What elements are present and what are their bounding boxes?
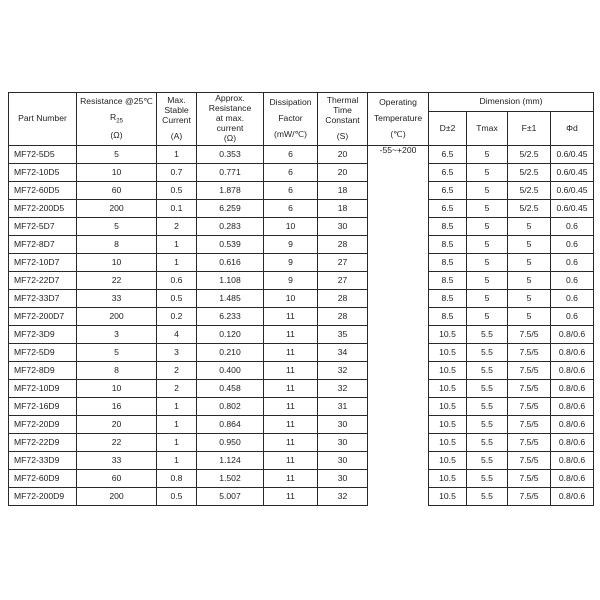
cell-approx-resistance: 0.458	[197, 380, 264, 398]
cell-resistance: 200	[77, 488, 157, 506]
cell-thermal-time-constant: 28	[318, 236, 368, 254]
header-dissipation-factor: Dissipation Factor (mW/℃)	[264, 93, 318, 146]
cell-dim-tmax: 5.5	[467, 416, 508, 434]
cell-dim-phid: 0.6/0.45	[551, 164, 594, 182]
cell-dim-f: 7.5/5	[508, 470, 551, 488]
cell-dissipation-factor: 11	[264, 434, 318, 452]
cell-operating-temperature	[368, 290, 429, 308]
cell-dissipation-factor: 11	[264, 308, 318, 326]
header-part-number: Part Number	[9, 93, 77, 146]
cell-dim-phid: 0.8/0.6	[551, 380, 594, 398]
cell-dim-tmax: 5	[467, 236, 508, 254]
cell-dim-d: 6.5	[429, 200, 467, 218]
table-row	[9, 236, 594, 254]
cell-operating-temperature	[368, 218, 429, 236]
cell-resistance: 20	[77, 416, 157, 434]
cell-dim-tmax: 5.5	[467, 434, 508, 452]
table-row	[9, 254, 594, 272]
header-dim-tmax: Tmax	[467, 112, 508, 146]
cell-dim-f: 7.5/5	[508, 362, 551, 380]
cell-part-number: MF72-10D7	[9, 254, 77, 272]
cell-thermal-time-constant: 20	[318, 146, 368, 164]
cell-thermal-time-constant: 30	[318, 452, 368, 470]
cell-dim-f: 5	[508, 218, 551, 236]
table-row	[9, 398, 594, 416]
cell-dim-tmax: 5.5	[467, 326, 508, 344]
header-resistance: Resistance @25℃ $R_{25}$ (Ω)	[77, 93, 157, 146]
cell-resistance: 5	[77, 146, 157, 164]
cell-dissipation-factor: 11	[264, 344, 318, 362]
table-row	[9, 182, 594, 200]
table-row	[9, 434, 594, 452]
cell-dim-f: 5	[508, 254, 551, 272]
cell-max-current: 4	[157, 326, 197, 344]
cell-dim-f: 5/2.5	[508, 200, 551, 218]
cell-part-number: MF72-8D7	[9, 236, 77, 254]
cell-dissipation-factor: 11	[264, 398, 318, 416]
cell-operating-temperature	[368, 308, 429, 326]
cell-approx-resistance: 0.283	[197, 218, 264, 236]
cell-dim-phid: 0.6/0.45	[551, 146, 594, 164]
cell-dim-phid: 0.6	[551, 272, 594, 290]
cell-approx-resistance: 0.120	[197, 326, 264, 344]
cell-dim-tmax: 5	[467, 146, 508, 164]
cell-dim-phid: 0.6/0.45	[551, 182, 594, 200]
cell-part-number: MF72-20D9	[9, 416, 77, 434]
cell-dim-phid: 0.8/0.6	[551, 416, 594, 434]
cell-approx-resistance: 0.539	[197, 236, 264, 254]
cell-approx-resistance: 0.210	[197, 344, 264, 362]
cell-approx-resistance: 0.802	[197, 398, 264, 416]
table-row	[9, 488, 594, 506]
cell-part-number: MF72-22D9	[9, 434, 77, 452]
cell-operating-temperature	[368, 452, 429, 470]
cell-dim-phid: 0.8/0.6	[551, 434, 594, 452]
cell-dim-phid: 0.8/0.6	[551, 362, 594, 380]
cell-approx-resistance: 0.616	[197, 254, 264, 272]
cell-dim-f: 7.5/5	[508, 416, 551, 434]
cell-dissipation-factor: 6	[264, 200, 318, 218]
cell-approx-resistance: 1.124	[197, 452, 264, 470]
table-row	[9, 164, 594, 182]
cell-dim-tmax: 5.5	[467, 344, 508, 362]
cell-dim-tmax: 5.5	[467, 380, 508, 398]
cell-max-current: 0.5	[157, 182, 197, 200]
cell-dissipation-factor: 9	[264, 254, 318, 272]
cell-dim-phid: 0.8/0.6	[551, 398, 594, 416]
cell-dim-phid: 0.6	[551, 236, 594, 254]
cell-dim-f: 7.5/5	[508, 344, 551, 362]
cell-approx-resistance: 6.259	[197, 200, 264, 218]
cell-dissipation-factor: 9	[264, 236, 318, 254]
cell-max-current: 0.6	[157, 272, 197, 290]
cell-dim-d: 8.5	[429, 290, 467, 308]
cell-dim-f: 7.5/5	[508, 434, 551, 452]
table-row	[9, 452, 594, 470]
header-dim-phid: Φd	[551, 112, 594, 146]
cell-thermal-time-constant: 31	[318, 398, 368, 416]
table-row	[9, 344, 594, 362]
cell-part-number: MF72-5D7	[9, 218, 77, 236]
cell-resistance: 16	[77, 398, 157, 416]
cell-max-current: 0.8	[157, 470, 197, 488]
cell-part-number: MF72-10D9	[9, 380, 77, 398]
cell-thermal-time-constant: 27	[318, 272, 368, 290]
cell-dissipation-factor: 11	[264, 416, 318, 434]
table-row	[9, 218, 594, 236]
table-row	[9, 416, 594, 434]
cell-approx-resistance: 0.864	[197, 416, 264, 434]
header-dim-d: D±2	[429, 112, 467, 146]
cell-dim-f: 5	[508, 290, 551, 308]
cell-approx-resistance: 0.771	[197, 164, 264, 182]
cell-dim-tmax: 5	[467, 164, 508, 182]
cell-resistance: 22	[77, 434, 157, 452]
cell-dim-tmax: 5	[467, 200, 508, 218]
cell-part-number: MF72-22D7	[9, 272, 77, 290]
cell-approx-resistance: 0.950	[197, 434, 264, 452]
header-thermal-time-constant: Thermal Time Constant (S)	[318, 93, 368, 146]
cell-dim-phid: 0.8/0.6	[551, 452, 594, 470]
cell-dim-phid: 0.8/0.6	[551, 470, 594, 488]
cell-approx-resistance: 1.878	[197, 182, 264, 200]
cell-thermal-time-constant: 30	[318, 470, 368, 488]
cell-operating-temperature	[368, 326, 429, 344]
cell-thermal-time-constant: 18	[318, 182, 368, 200]
cell-max-current: 3	[157, 344, 197, 362]
cell-dim-f: 5	[508, 308, 551, 326]
cell-dissipation-factor: 6	[264, 146, 318, 164]
cell-thermal-time-constant: 32	[318, 380, 368, 398]
cell-max-current: 1	[157, 452, 197, 470]
cell-dim-tmax: 5	[467, 308, 508, 326]
cell-max-current: 1	[157, 416, 197, 434]
cell-dim-phid: 0.6	[551, 308, 594, 326]
cell-dim-tmax: 5	[467, 290, 508, 308]
cell-dissipation-factor: 6	[264, 164, 318, 182]
cell-dissipation-factor: 11	[264, 380, 318, 398]
cell-thermal-time-constant: 30	[318, 218, 368, 236]
cell-thermal-time-constant: 32	[318, 362, 368, 380]
table-row	[9, 290, 594, 308]
cell-dissipation-factor: 11	[264, 470, 318, 488]
table-row	[9, 326, 594, 344]
cell-dim-tmax: 5.5	[467, 488, 508, 506]
cell-approx-resistance: 0.400	[197, 362, 264, 380]
cell-part-number: MF72-33D9	[9, 452, 77, 470]
cell-dim-tmax: 5.5	[467, 362, 508, 380]
cell-dim-tmax: 5	[467, 182, 508, 200]
cell-part-number: MF72-60D9	[9, 470, 77, 488]
cell-dim-f: 5/2.5	[508, 164, 551, 182]
cell-dim-d: 8.5	[429, 254, 467, 272]
cell-operating-temperature: -55~+200	[368, 146, 429, 164]
header-dim-f: F±1	[508, 112, 551, 146]
cell-dissipation-factor: 11	[264, 362, 318, 380]
cell-thermal-time-constant: 20	[318, 164, 368, 182]
table-row	[9, 362, 594, 380]
cell-dim-d: 10.5	[429, 434, 467, 452]
cell-thermal-time-constant: 34	[318, 344, 368, 362]
cell-resistance: 8	[77, 362, 157, 380]
cell-dim-d: 10.5	[429, 362, 467, 380]
cell-resistance: 33	[77, 452, 157, 470]
cell-dim-phid: 0.8/0.6	[551, 344, 594, 362]
cell-dim-d: 10.5	[429, 398, 467, 416]
cell-dim-phid: 0.6	[551, 254, 594, 272]
cell-operating-temperature	[368, 470, 429, 488]
cell-dim-d: 6.5	[429, 182, 467, 200]
cell-thermal-time-constant: 30	[318, 416, 368, 434]
cell-operating-temperature	[368, 344, 429, 362]
cell-dim-tmax: 5	[467, 272, 508, 290]
cell-dim-tmax: 5.5	[467, 398, 508, 416]
cell-resistance: 3	[77, 326, 157, 344]
cell-thermal-time-constant: 35	[318, 326, 368, 344]
cell-max-current: 2	[157, 380, 197, 398]
cell-dim-phid: 0.8/0.6	[551, 488, 594, 506]
cell-dim-f: 5/2.5	[508, 182, 551, 200]
table-row	[9, 272, 594, 290]
cell-dim-d: 8.5	[429, 308, 467, 326]
cell-part-number: MF72-3D9	[9, 326, 77, 344]
cell-dim-d: 8.5	[429, 272, 467, 290]
cell-dim-d: 10.5	[429, 380, 467, 398]
cell-dim-f: 5	[508, 272, 551, 290]
cell-dim-phid: 0.6	[551, 290, 594, 308]
cell-dim-tmax: 5	[467, 218, 508, 236]
cell-dim-phid: 0.6	[551, 218, 594, 236]
table-row	[9, 470, 594, 488]
header-approx-resistance: Approx. Resistance at max. current (Ω)	[197, 93, 264, 146]
cell-dissipation-factor: 10	[264, 290, 318, 308]
cell-max-current: 1	[157, 398, 197, 416]
cell-resistance: 60	[77, 182, 157, 200]
header-operating-temperature: Operating Temperature (℃)	[368, 93, 429, 146]
cell-part-number: MF72-200D5	[9, 200, 77, 218]
cell-max-current: 2	[157, 218, 197, 236]
cell-part-number: MF72-8D9	[9, 362, 77, 380]
cell-dim-tmax: 5	[467, 254, 508, 272]
cell-max-current: 0.1	[157, 200, 197, 218]
cell-dim-tmax: 5.5	[467, 452, 508, 470]
cell-dim-phid: 0.8/0.6	[551, 326, 594, 344]
cell-resistance: 8	[77, 236, 157, 254]
cell-operating-temperature	[368, 434, 429, 452]
cell-resistance: 200	[77, 308, 157, 326]
table-row	[9, 380, 594, 398]
cell-resistance: 5	[77, 344, 157, 362]
cell-dim-d: 10.5	[429, 470, 467, 488]
cell-approx-resistance: 1.108	[197, 272, 264, 290]
table-row	[9, 200, 594, 218]
cell-operating-temperature	[368, 380, 429, 398]
cell-operating-temperature	[368, 164, 429, 182]
cell-part-number: MF72-10D5	[9, 164, 77, 182]
cell-max-current: 1	[157, 146, 197, 164]
cell-dim-d: 10.5	[429, 416, 467, 434]
table-row	[9, 146, 594, 164]
cell-dissipation-factor: 9	[264, 272, 318, 290]
cell-thermal-time-constant: 32	[318, 488, 368, 506]
cell-approx-resistance: 5.007	[197, 488, 264, 506]
cell-approx-resistance: 0.353	[197, 146, 264, 164]
cell-dim-f: 7.5/5	[508, 326, 551, 344]
cell-thermal-time-constant: 28	[318, 308, 368, 326]
cell-dissipation-factor: 10	[264, 218, 318, 236]
cell-dim-f: 5	[508, 236, 551, 254]
cell-operating-temperature	[368, 272, 429, 290]
cell-resistance: 200	[77, 200, 157, 218]
cell-dim-f: 7.5/5	[508, 380, 551, 398]
cell-part-number: MF72-33D7	[9, 290, 77, 308]
cell-operating-temperature	[368, 182, 429, 200]
cell-dim-f: 7.5/5	[508, 398, 551, 416]
cell-thermal-time-constant: 28	[318, 290, 368, 308]
cell-operating-temperature	[368, 254, 429, 272]
header-max-current: Max. Stable Current (A)	[157, 93, 197, 146]
cell-resistance: 10	[77, 254, 157, 272]
cell-dim-d: 10.5	[429, 326, 467, 344]
cell-max-current: 1	[157, 254, 197, 272]
cell-dim-f: 5/2.5	[508, 146, 551, 164]
cell-max-current: 0.5	[157, 290, 197, 308]
cell-dim-d: 8.5	[429, 236, 467, 254]
table-body	[9, 146, 594, 506]
cell-dim-d: 6.5	[429, 164, 467, 182]
cell-part-number: MF72-200D7	[9, 308, 77, 326]
cell-dim-d: 10.5	[429, 452, 467, 470]
cell-max-current: 0.2	[157, 308, 197, 326]
cell-operating-temperature	[368, 362, 429, 380]
cell-dim-d: 10.5	[429, 344, 467, 362]
cell-part-number: MF72-5D9	[9, 344, 77, 362]
cell-resistance: 10	[77, 380, 157, 398]
cell-part-number: MF72-5D5	[9, 146, 77, 164]
cell-max-current: 1	[157, 236, 197, 254]
cell-approx-resistance: 6.233	[197, 308, 264, 326]
cell-part-number: MF72-200D9	[9, 488, 77, 506]
cell-dim-d: 8.5	[429, 218, 467, 236]
cell-thermal-time-constant: 18	[318, 200, 368, 218]
table-row	[9, 308, 594, 326]
thermistor-spec-table	[8, 92, 594, 506]
cell-dim-d: 10.5	[429, 488, 467, 506]
cell-dim-d: 6.5	[429, 146, 467, 164]
cell-resistance: 60	[77, 470, 157, 488]
cell-resistance: 33	[77, 290, 157, 308]
cell-operating-temperature	[368, 488, 429, 506]
cell-max-current: 2	[157, 362, 197, 380]
cell-max-current: 0.5	[157, 488, 197, 506]
cell-approx-resistance: 1.502	[197, 470, 264, 488]
cell-max-current: 0.7	[157, 164, 197, 182]
cell-dim-f: 7.5/5	[508, 452, 551, 470]
cell-resistance: 10	[77, 164, 157, 182]
cell-max-current: 1	[157, 434, 197, 452]
cell-part-number: MF72-60D5	[9, 182, 77, 200]
cell-dissipation-factor: 11	[264, 452, 318, 470]
cell-dim-phid: 0.6/0.45	[551, 200, 594, 218]
cell-dim-tmax: 5.5	[467, 470, 508, 488]
cell-part-number: MF72-16D9	[9, 398, 77, 416]
cell-dissipation-factor: 11	[264, 488, 318, 506]
header-dimension: Dimension (mm)	[429, 93, 594, 112]
cell-dissipation-factor: 11	[264, 326, 318, 344]
cell-resistance: 5	[77, 218, 157, 236]
cell-operating-temperature	[368, 416, 429, 434]
cell-operating-temperature	[368, 398, 429, 416]
cell-operating-temperature	[368, 200, 429, 218]
cell-thermal-time-constant: 30	[318, 434, 368, 452]
cell-dim-f: 7.5/5	[508, 488, 551, 506]
cell-operating-temperature	[368, 236, 429, 254]
cell-thermal-time-constant: 27	[318, 254, 368, 272]
cell-resistance: 22	[77, 272, 157, 290]
cell-dissipation-factor: 6	[264, 182, 318, 200]
cell-approx-resistance: 1.485	[197, 290, 264, 308]
